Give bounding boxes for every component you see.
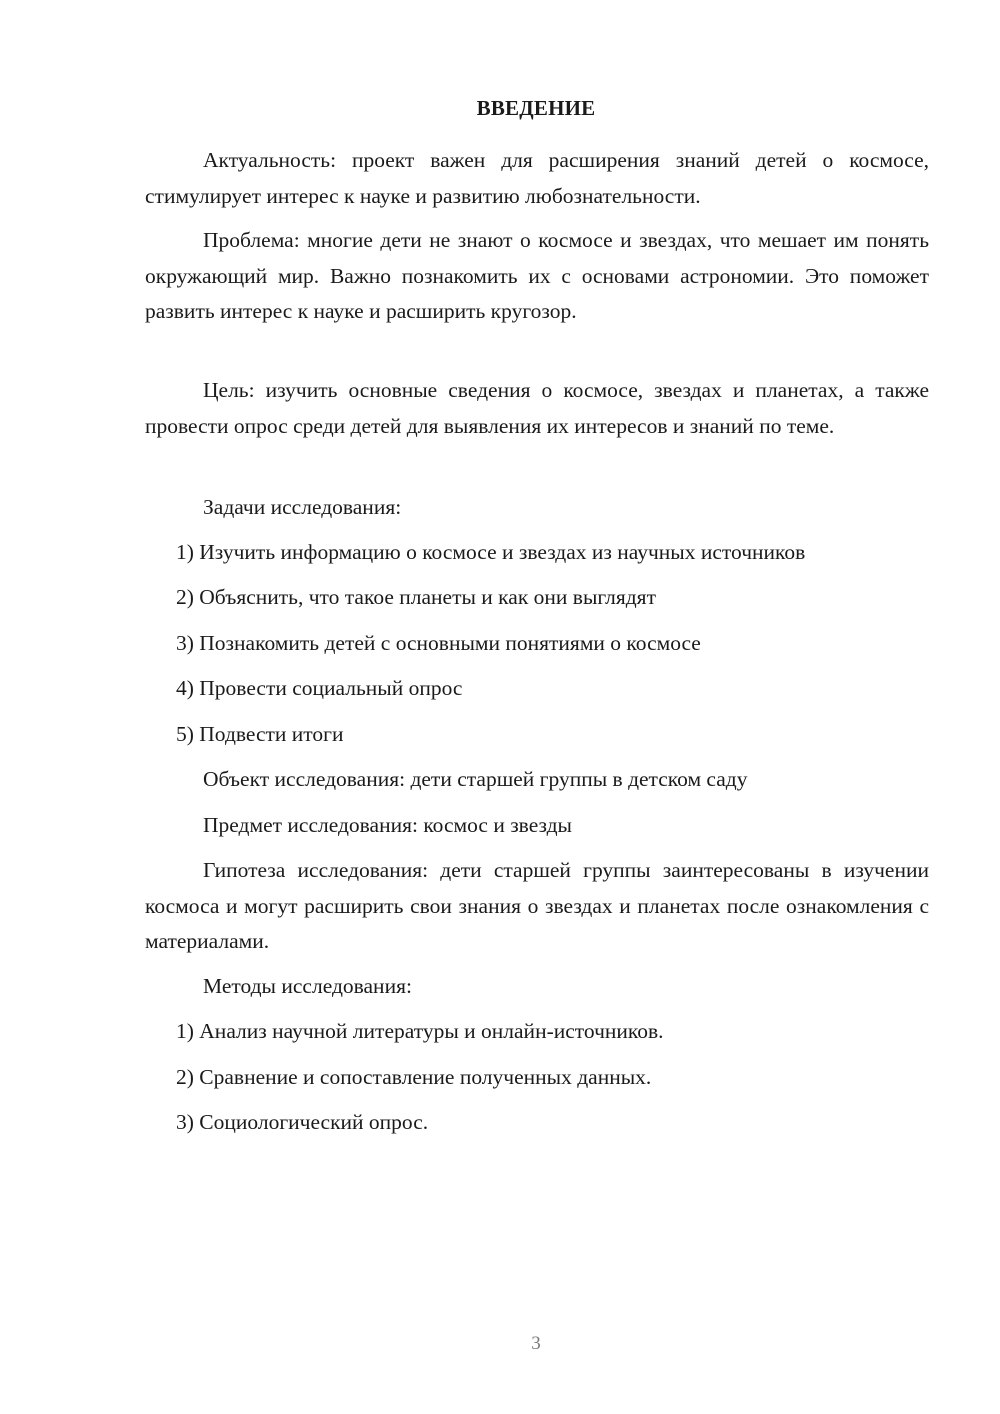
methods-heading: Методы исследования: xyxy=(203,974,412,998)
page-number: 3 xyxy=(531,1333,541,1354)
method-item-3: 3) Социологический опрос. xyxy=(176,1110,429,1134)
task-item-5: 5) Подвести итоги xyxy=(176,722,344,746)
goal-paragraph: Цель: изучить основные сведения о космосе, звездах и планетах, а также провести опрос среди детей для выявления их интересов и знаний по теме. xyxy=(145,378,929,438)
task-item-3: 3) Познакомить детей с основными понятиями о космосе xyxy=(176,631,701,655)
object-line: Объект исследования: дети старшей группы в детском саду xyxy=(203,767,748,791)
tasks-heading: Задачи исследования: xyxy=(203,495,402,519)
hypothesis-paragraph: Гипотеза исследования: дети старшей группы заинтересованы в изучении космоса и могут расширить свои знания о звездах и планетах после ознакомления с материалами. xyxy=(145,858,929,953)
subject-line: Предмет исследования: космос и звезды xyxy=(203,813,573,837)
method-item-1: 1) Анализ научной литературы и онлайн-источников. xyxy=(176,1019,664,1043)
problem-paragraph: Проблема: многие дети не знают о космосе и звездах, что мешает им понять окружающий мир. Важно познакомить их с основами астрономии. Это поможет развить интерес к науке и расширить кругозор. xyxy=(145,228,929,323)
method-item-2: 2) Сравнение и сопоставление полученных данных. xyxy=(176,1065,652,1089)
task-item-1: 1) Изучить информацию о космосе и звездах из научных источников xyxy=(176,540,806,564)
relevance-paragraph: Актуальность: проект важен для расширения знаний детей о космосе, стимулирует интерес к науке и развитию любознательности. xyxy=(145,148,929,208)
section-title: ВВЕДЕНИЕ xyxy=(476,96,596,120)
task-item-4: 4) Провести социальный опрос xyxy=(176,676,463,700)
task-item-2: 2) Объяснить, что такое планеты и как они выглядят xyxy=(176,585,656,609)
